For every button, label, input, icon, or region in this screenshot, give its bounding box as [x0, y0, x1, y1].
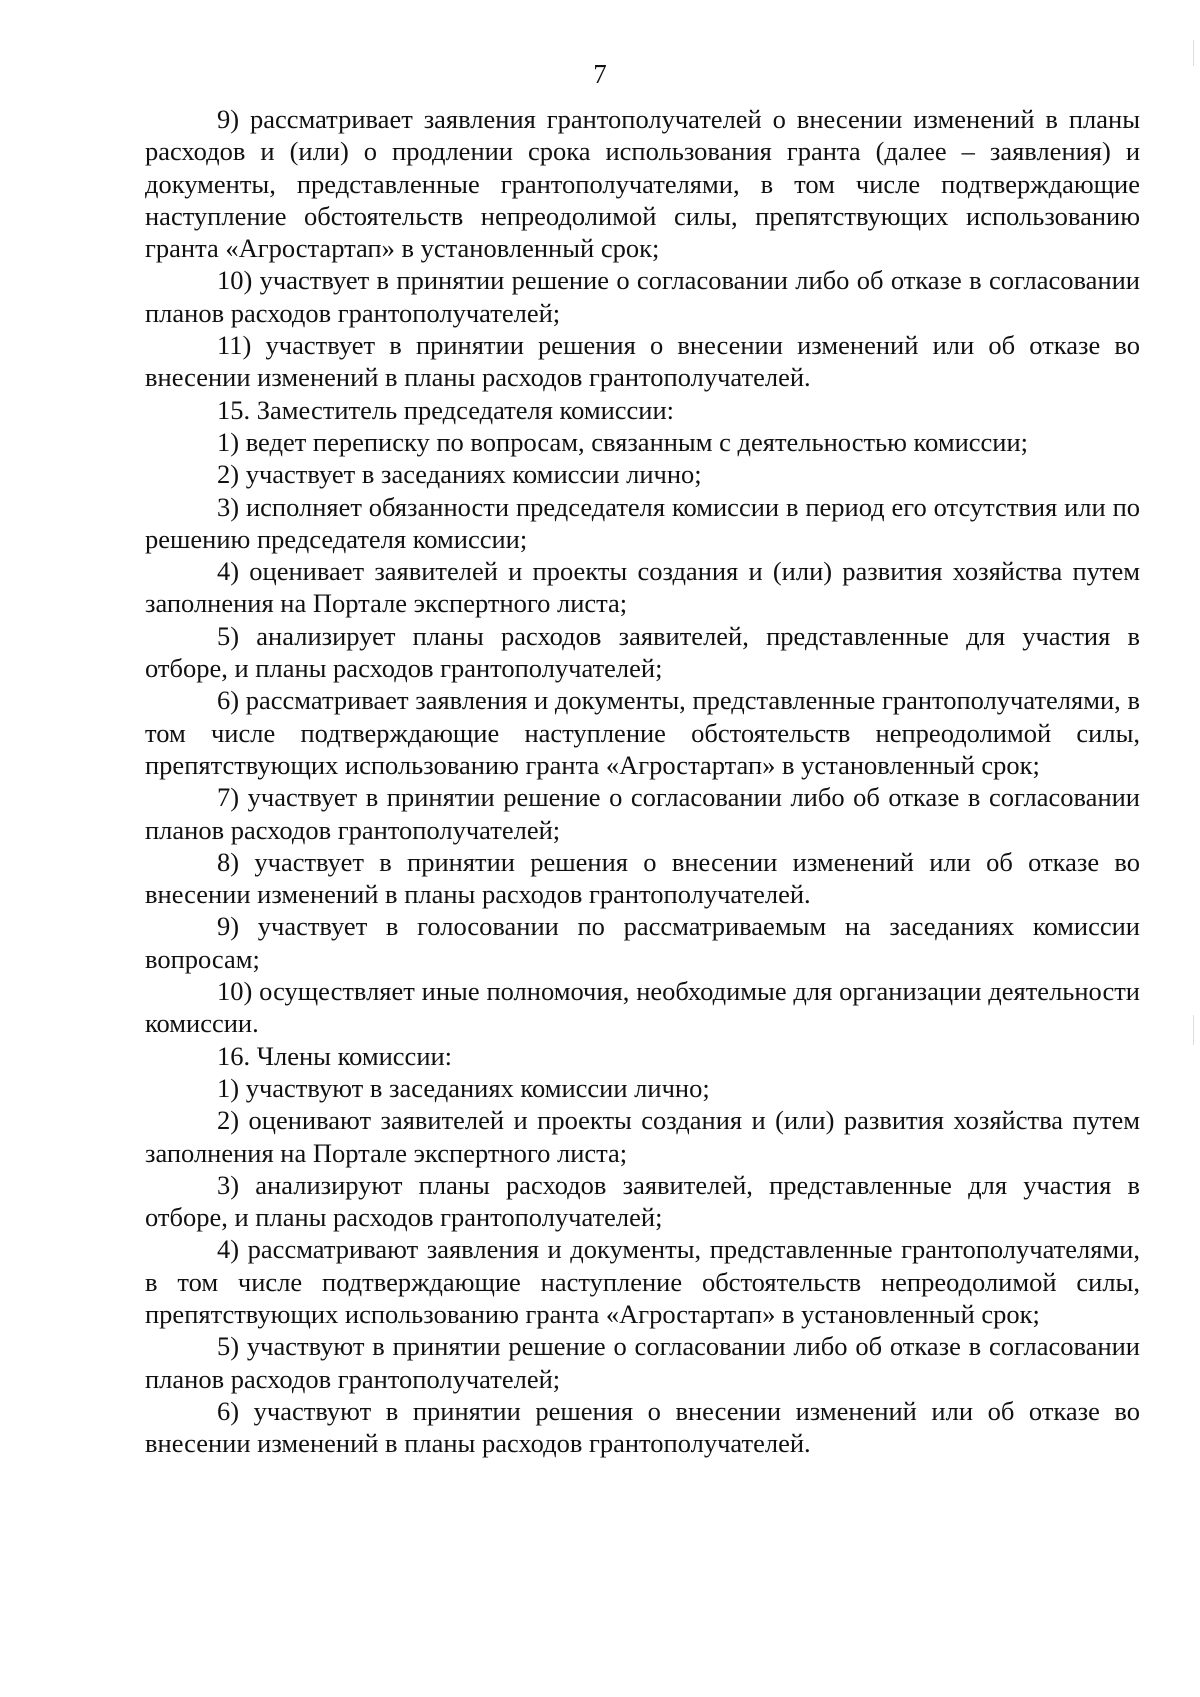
scan-edge-mark — [1193, 1015, 1194, 1045]
paragraph-item-16-6: 6) участвуют в принятии решения о внесении изменений или об отказе во внесении изменений в планы расходов грантополучателей. — [145, 1395, 1140, 1459]
paragraph-item-16-1: 1) участвуют в заседаниях комиссии лично; — [217, 1072, 710, 1103]
paragraph-item-15-3: 3) исполняет обязанности председателя комиссии в период его отсутствия или по решению председателя комиссии; — [145, 491, 1140, 554]
paragraph-item-9: 9) рассматривает заявления грантополучателей о внесении изменений в планы расходов и (или) о продлении срока использования гранта (далее – заявления) и документы, представленные грантополучателями, в том числе подтверждающие наступление обстоятельств непреодолимой силы, препятствующих использованию гранта «Агростартап» в установленный срок; — [145, 104, 1140, 264]
paragraph-item-16-5: 5) участвуют в принятии решение о согласовании либо об отказе в согласовании планов расходов грантополучателей; — [145, 1331, 1140, 1394]
paragraph-item-15-4: 4) оценивает заявителей и проекты создания и (или) развития хозяйства путем заполнения на Портале экспертного листа; — [145, 556, 1140, 619]
paragraph-item-15-2: 2) участвует в заседаниях комиссии лично; — [217, 459, 702, 490]
paragraph-item-15-7: 7) участвует в принятии решение о согласовании либо об отказе в согласовании планов расходов грантополучателей; — [145, 782, 1140, 845]
paragraph-item-11: 11) участвует в принятии решения о внесении изменений или об отказе во внесении изменений в планы расходов грантополучателей. — [145, 330, 1140, 393]
paragraph-item-15-10: 10) осуществляет иные полномочия, необходимые для организации деятельности комиссии. — [145, 976, 1140, 1039]
paragraph-item-10: 10) участвует в принятии решение о согласовании либо об отказе в согласовании планов расходов грантополучателей; — [145, 265, 1140, 328]
paragraph-item-15-5: 5) анализирует планы расходов заявителей, представленные для участия в отборе, и планы расходов грантополучателей; — [145, 620, 1140, 684]
section-heading-16: 16. Члены комиссии: — [217, 1040, 453, 1071]
paragraph-item-15-1: 1) ведет переписку по вопросам, связанным с деятельностью комиссии; — [217, 426, 1029, 457]
paragraph-item-15-8: 8) участвует в принятии решения о внесении изменений или об отказе во внесении изменений в планы расходов грантополучателей. — [145, 846, 1140, 910]
section-heading-15: 15. Заместитель председателя комиссии: — [217, 394, 675, 425]
page-number: 7 — [593, 59, 607, 89]
paragraph-item-16-3: 3) анализируют планы расходов заявителей, представленные для участия в отборе, и планы расходов грантополучателей; — [145, 1169, 1140, 1233]
paragraph-item-16-2: 2) оценивают заявителей и проекты создания и (или) развития хозяйства путем заполнения на Портале экспертного листа; — [145, 1105, 1140, 1168]
paragraph-item-16-4: 4) рассматривают заявления и документы, представленные грантополучателями, в том числе подтверждающие наступление обстоятельств непреодолимой силы, препятствующих использованию гранта «Агростартап» в установленный срок; — [145, 1234, 1140, 1329]
paragraph-item-15-6: 6) рассматривает заявления и документы, представленные грантополучателями, в том числе подтверждающие наступление обстоятельств непреодолимой силы, препятствующих использованию гранта «Агростартап» в установленный срок; — [145, 685, 1140, 780]
paragraph-item-15-9: 9) участвует в голосовании по рассматриваемым на заседаниях комиссии вопросам; — [145, 911, 1140, 974]
document-body — [145, 103, 1140, 1459]
